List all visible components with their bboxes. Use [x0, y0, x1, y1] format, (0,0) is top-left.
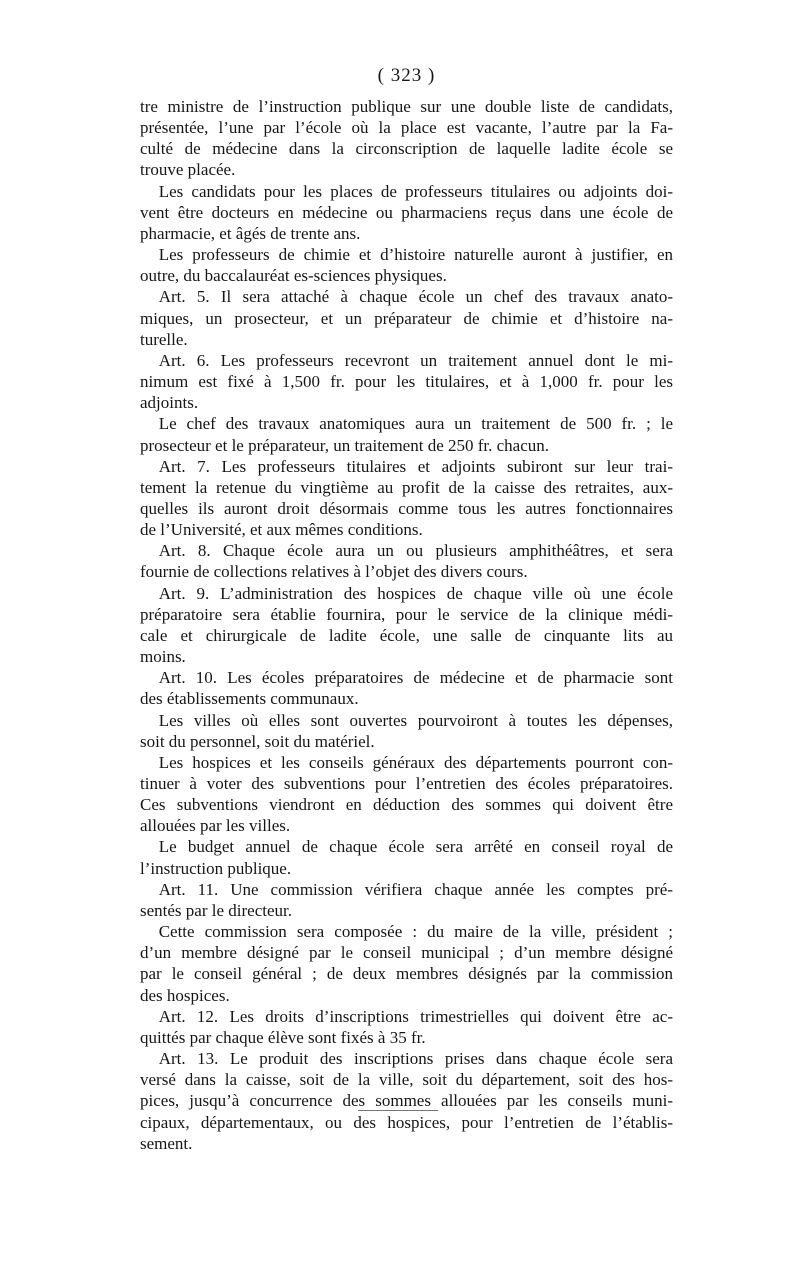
text-line: Art. 12. Les droits d’inscriptions trimestrielles qui doivent être ac-: [158, 1006, 673, 1026]
text-line: des hospices.: [140, 985, 230, 1005]
text-line: allouées par les villes.: [140, 816, 291, 836]
paragraph: [140, 667, 673, 709]
paragraph: [140, 1006, 673, 1048]
paragraph: [140, 96, 673, 181]
paragraph: [140, 350, 673, 413]
text-line: Art. 7. Les professeurs titulaires et adjoints subiront sur leur trai-: [158, 456, 673, 476]
text-line: Ces subventions viendront en déduction des sommes qui doivent être: [140, 795, 673, 815]
end-rule: [358, 1110, 438, 1111]
text-line: quelles ils auront droit désormais comme tous les autres fonctionnaires: [140, 498, 673, 518]
page-number: ( 323 ): [377, 65, 436, 86]
text-line: Art. 5. Il sera attaché à chaque école un chef des travaux anato-: [158, 287, 673, 307]
paragraph: [140, 456, 673, 541]
text-line: moins.: [140, 647, 186, 667]
text-line: tre ministre de l’instruction publique sur une double liste de candidats,: [140, 97, 673, 116]
text-line: quittés par chaque élève sont fixés à 35 fr.: [140, 1027, 426, 1047]
text-line: Art. 10. Les écoles préparatoires de médecine et de pharmacie sont: [158, 668, 673, 688]
paragraph: [140, 540, 673, 582]
text-line: trouve placée.: [140, 160, 236, 180]
text-line: par le conseil général ; de deux membres désignés par la commission: [140, 964, 673, 984]
text-line: pharmacie, et âgés de trente ans.: [140, 223, 361, 243]
text-line: Art. 8. Chaque école aura un ou plusieurs amphithéâtres, et sera: [158, 541, 673, 561]
text-line: d’un membre désigné par le conseil municipal ; d’un membre désigné: [140, 943, 673, 963]
text-line: prosecteur et le préparateur, un traitement de 250 fr. chacun.: [140, 435, 550, 455]
paragraph: [140, 1048, 673, 1154]
text-line: tement la retenue du vingtième au profit de la caisse des retraites, aux-: [140, 477, 673, 497]
paragraph: [140, 879, 673, 921]
paragraph: [140, 752, 673, 837]
text-line: turelle.: [140, 329, 188, 349]
text-line: sentés par le directeur.: [140, 900, 292, 920]
text-line: nimum est fixé à 1,500 fr. pour les titulaires, et à 1,000 fr. pour les: [140, 372, 673, 392]
text-line: présentée, l’une par l’école où la place est vacante, l’autre par la Fa-: [140, 118, 673, 138]
text-line: miques, un prosecteur, et un préparateur de chimie et d’histoire na-: [140, 308, 673, 328]
paragraph: [140, 181, 673, 244]
text-line: préparatoire sera établie fournira, pour le service de la clinique médi-: [140, 604, 673, 624]
text-line: l’instruction publique.: [140, 858, 292, 878]
paragraph: [140, 583, 673, 668]
document-page: [140, 62, 673, 1154]
text-line: Les candidats pour les places de professeurs titulaires ou adjoints doi-: [158, 181, 673, 201]
text-line: Les professeurs de chimie et d’histoire naturelle auront à justifier, en: [158, 245, 673, 265]
text-line: adjoints.: [140, 393, 199, 413]
text-line: tinuer à voter des subventions pour l’entretien des écoles préparatoires.: [140, 774, 673, 793]
text-line: cale et chirurgicale de ladite école, une salle de cinquante lits au: [140, 625, 673, 645]
text-line: Art. 9. L’administration des hospices de chaque ville où une école: [158, 583, 673, 603]
paragraph: [140, 921, 673, 1006]
paragraph: [140, 413, 673, 455]
text-line: Art. 13. Le produit des inscriptions prises dans chaque école sera: [158, 1049, 673, 1069]
text-line: des établissements communaux.: [140, 689, 359, 709]
paragraph: [140, 710, 673, 752]
text-line: cipaux, départementaux, ou des hospices, pour l’entretien de l’établis-: [140, 1112, 673, 1132]
document-body: [140, 96, 673, 1154]
paragraph: [140, 244, 673, 286]
text-line: Le budget annuel de chaque école sera arrêté en conseil royal de: [158, 837, 673, 857]
text-line: culté de médecine dans la circonscription de laquelle ladite école se: [140, 139, 673, 159]
paragraph: [140, 286, 673, 349]
text-line: fournie de collections relatives à l’objet des divers cours.: [140, 562, 528, 582]
text-line: Art. 11. Une commission vérifiera chaque année les comptes pré-: [158, 879, 673, 899]
text-line: vent être docteurs en médecine ou pharmaciens reçus dans une école de: [140, 202, 673, 222]
text-line: de l’Université, et aux mêmes conditions.: [140, 520, 423, 540]
text-line: sement.: [140, 1133, 193, 1153]
text-line: Art. 6. Les professeurs recevront un traitement annuel dont le mi-: [158, 350, 673, 370]
text-line: Le chef des travaux anatomiques aura un traitement de 500 fr. ; le: [158, 414, 673, 434]
text-line: outre, du baccalauréat es-sciences physiques.: [140, 266, 447, 286]
paragraph: [140, 836, 673, 878]
text-line: soit du personnel, soit du matériel.: [140, 731, 375, 751]
text-line: Les hospices et les conseils généraux des départements pourront con-: [158, 752, 673, 772]
text-line: Les villes où elles sont ouvertes pourvoiront à toutes les dépenses,: [158, 710, 673, 730]
text-line: pices, jusqu’à concurrence des sommes allouées par les conseils muni-: [140, 1091, 673, 1111]
text-line: Cette commission sera composée : du maire de la ville, président ;: [158, 922, 673, 942]
text-line: versé dans la caisse, soit de la ville, soit du département, soit des hos-: [140, 1070, 673, 1090]
